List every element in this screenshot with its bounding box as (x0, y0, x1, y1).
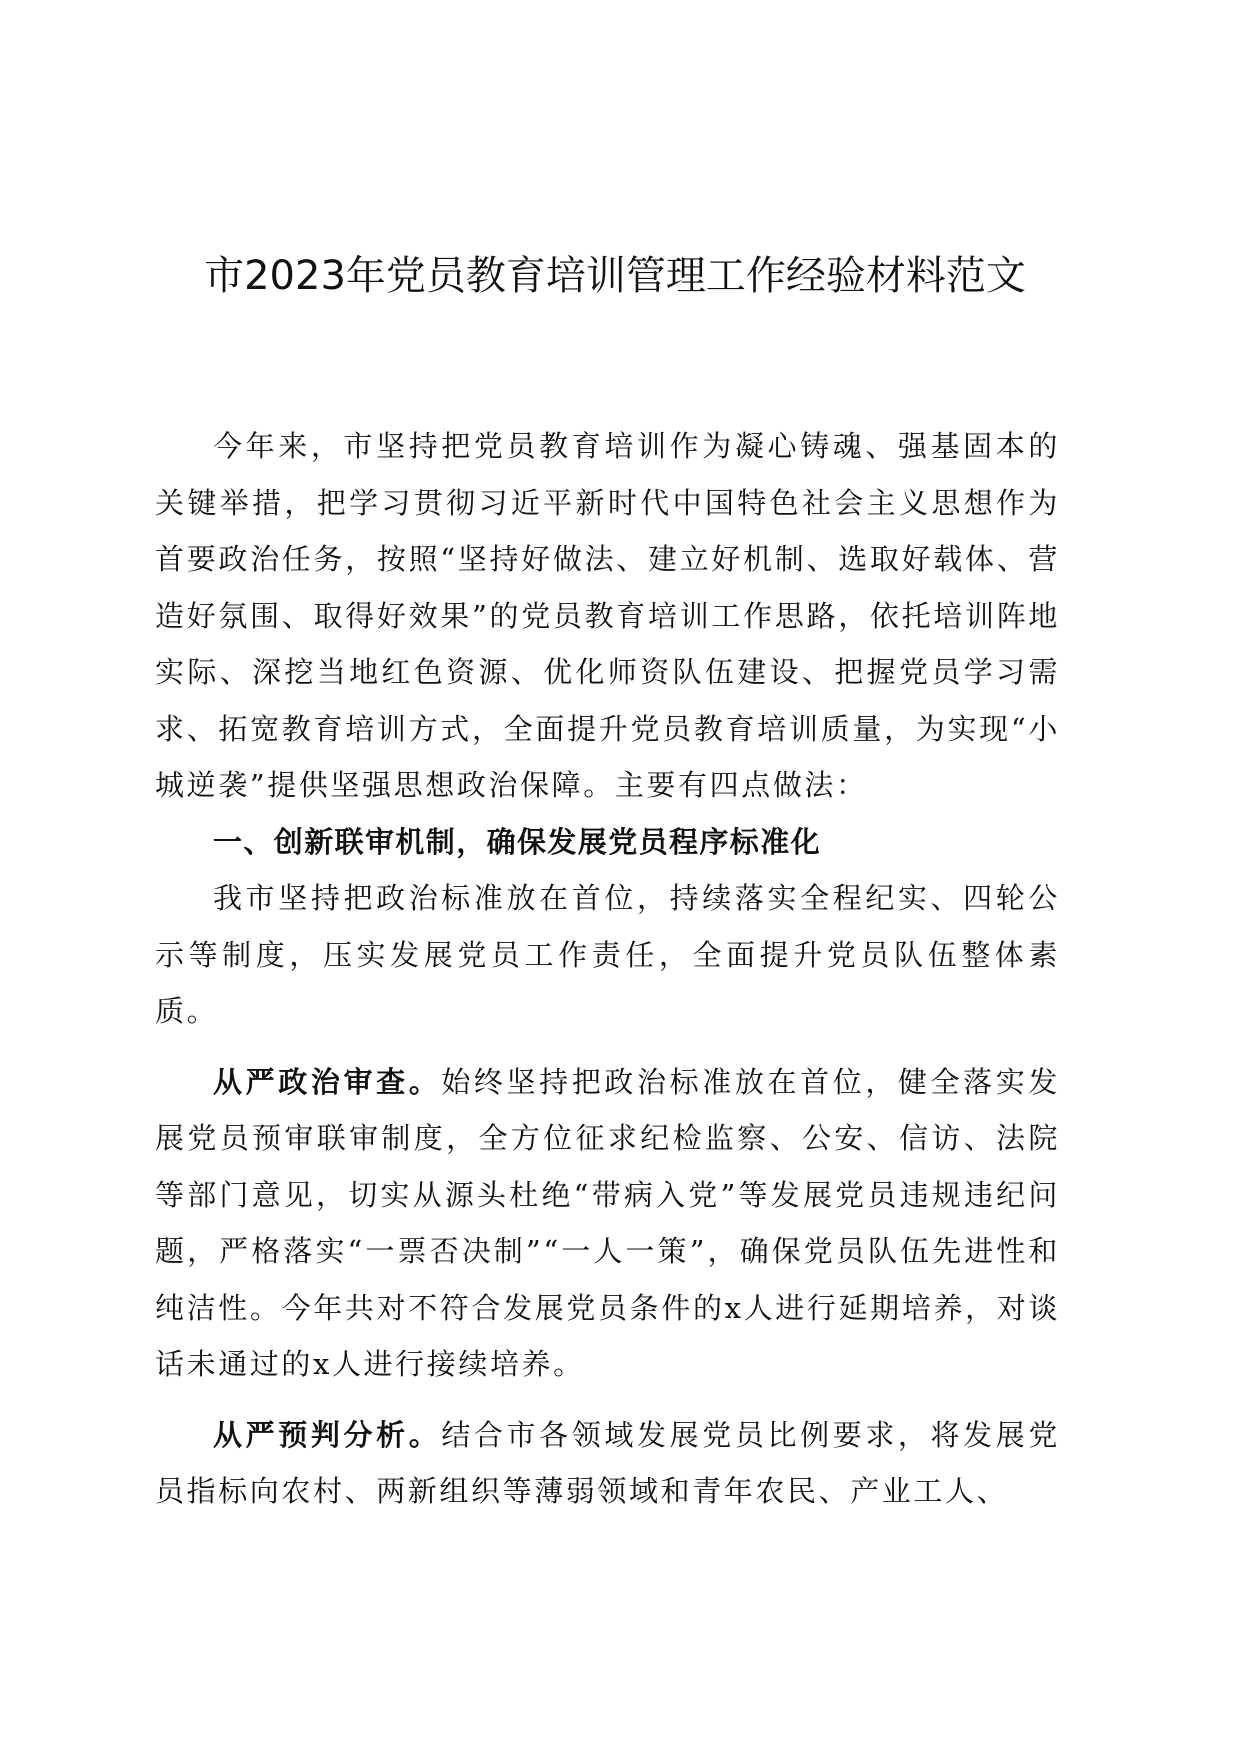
paragraph-lead: 从严预判分析。 (213, 1417, 442, 1452)
body-paragraph (155, 1054, 1060, 1393)
section-heading: 一、创新联审机制，确保发展党员程序标准化 (213, 824, 822, 859)
paragraph-text: 始终坚持把政治标准放在首位，健全落实发展党员预审联审制度，全方位征求纪检监察、公安、信访、法院等部门意见，切实从源头杜绝“带病入党”等发展党员违规违纪问题，严格落实“一票否决制”“一人一策”，确保党员队伍先进性和纯洁性。今年共对不符合发展党员条件的x人进行延期培养，对谈话未通过的x人进行接续培养。 (155, 1064, 1060, 1381)
paragraph-lead: 从严政治审查。 (213, 1064, 442, 1099)
body-paragraph (155, 1407, 1060, 1520)
document-title: 市2023年党员教育培训管理工作经验材料范文 (204, 253, 1026, 299)
document-body (155, 418, 1060, 1520)
paragraph-text: 结合市各领域发展党员比例要求，将发展党员指标向农村、两新组织等薄弱领域和青年农民、产业工人、 (155, 1417, 1060, 1508)
intro-paragraph: 今年来，市坚持把党员教育培训作为凝心铸魂、强基固本的关键举措，把学习贯彻习近平新时代中国特色社会主义思想作为首要政治任务，按照“坚持好做法、建立好机制、选取好载体、营造好氛围、取得好效果”的党员教育培训工作思路，依托培训阵地实际、深挖当地红色资源、优化师资队伍建设、把握党员学习需求、拓宽教育培训方式，全面提升党员教育培训质量，为实现“小城逆袭”提供坚强思想政治保障。主要有四点做法： (155, 429, 1060, 802)
section-intro-paragraph: 我市坚持把政治标准放在首位，持续落实全程纪实、四轮公示等制度，压实发展党员工作责任，全面提升党员队伍整体素质。 (155, 881, 1060, 1028)
